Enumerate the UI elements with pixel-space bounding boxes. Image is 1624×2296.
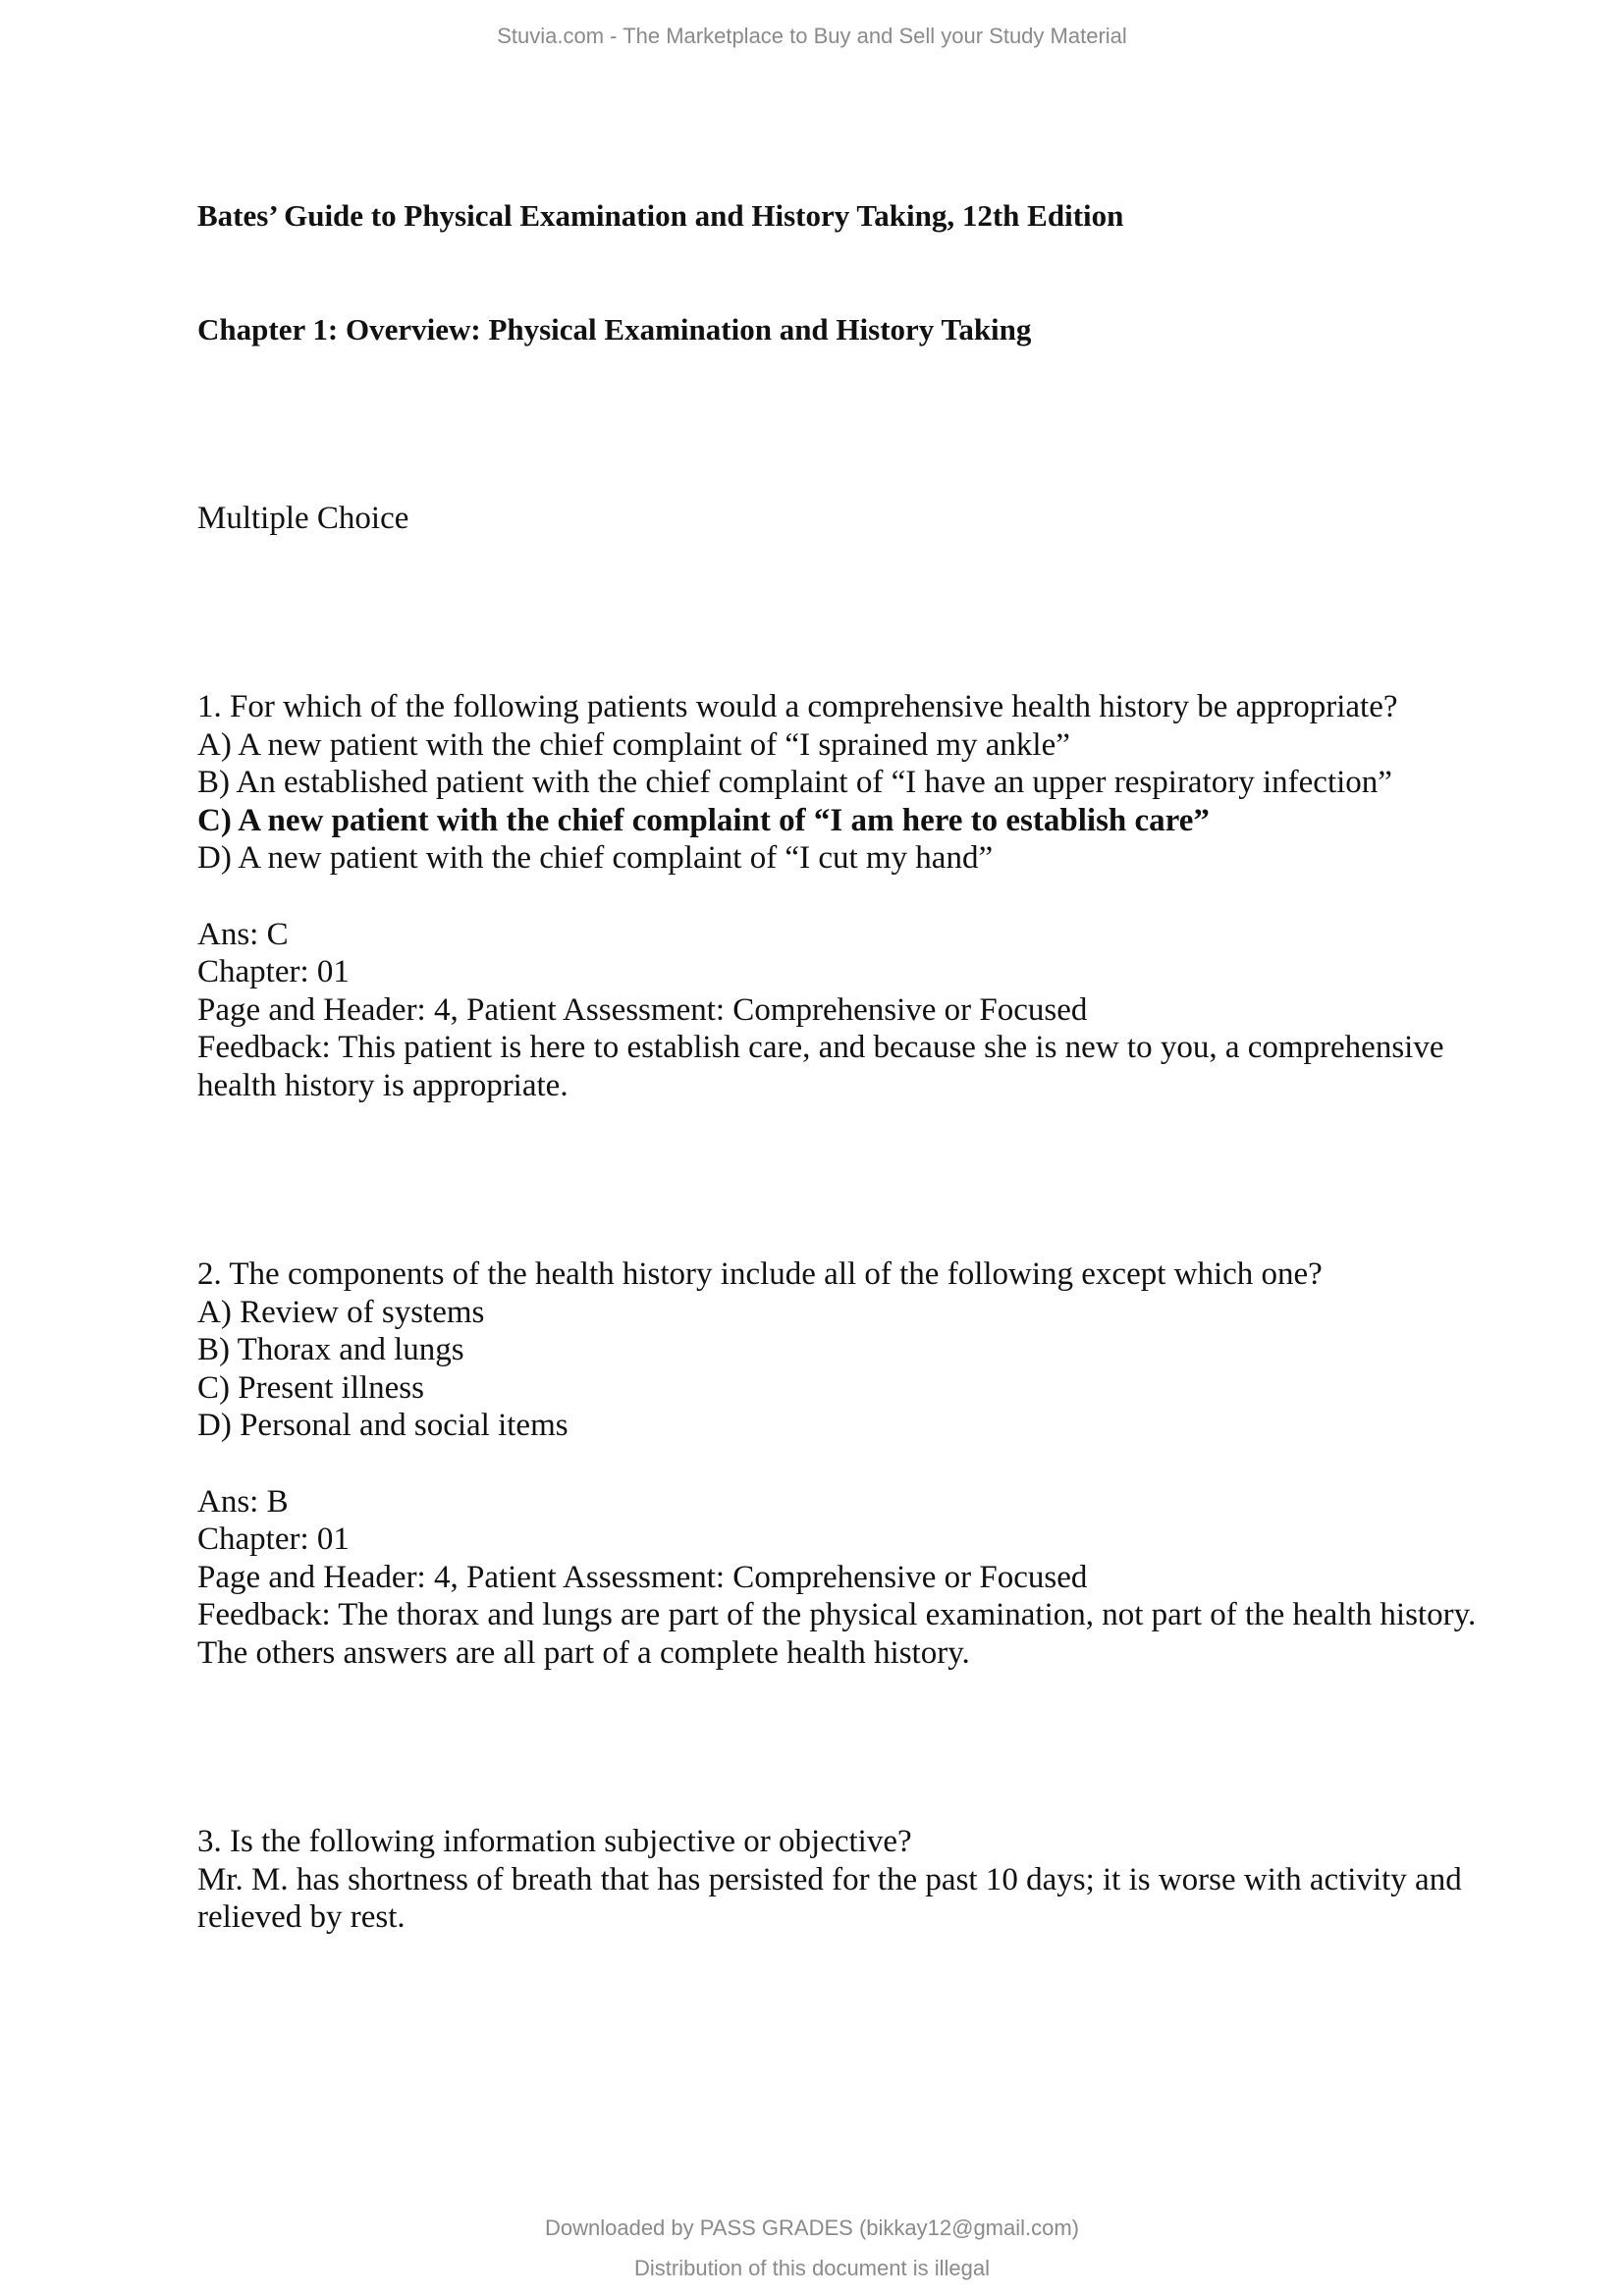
download-watermark: Downloaded by PASS GRADES (bikkay12@gmail.com) [544, 2216, 1080, 2240]
question-stem: 1. For which of the following patients would a comprehensive health history be appropriate? [197, 689, 1398, 724]
option-a: A) A new patient with the chief complaint of “I sprained my ankle” [197, 726, 1070, 763]
question-stem: 3. Is the following information subjective or objective? [197, 1824, 912, 1859]
page-header-ref: Page and Header: 4, Patient Assessment: Comprehensive or Focused [197, 1559, 1088, 1595]
stuvia-header-watermark: Stuvia.com - The Marketplace to Buy and Sell your Study Material [497, 24, 1127, 48]
answer-key: Ans: C [197, 916, 289, 952]
option-a: A) Review of systems [197, 1294, 485, 1330]
option-c: C) Present illness [197, 1369, 424, 1406]
chapter-ref: Chapter: 01 [197, 1522, 350, 1558]
question-2 [197, 1255, 1493, 1673]
option-d: D) Personal and social items [197, 1408, 568, 1444]
question-3 [197, 1823, 1493, 1937]
option-d: D) A new patient with the chief complaint of “I cut my hand” [197, 840, 994, 877]
spacer [197, 878, 1493, 916]
legal-notice: Distribution of this document is illegal [634, 2256, 990, 2280]
question-scenario: Mr. M. has shortness of breath that has persisted for the past 10 days; it is worse with activity and relieved by rest. [197, 1861, 1462, 1936]
feedback-text: Feedback: The thorax and lungs are part of the physical examination, not part of the health history. The others answers are all part of a complete health history. [197, 1597, 1477, 1671]
option-b: B) Thorax and lungs [197, 1332, 464, 1368]
answer-key: Ans: B [197, 1483, 289, 1520]
question-stem: 2. The components of the health history include all of the following except which one? [197, 1256, 1323, 1292]
question-1 [197, 688, 1493, 1105]
chapter-title: Chapter 1: Overview: Physical Examination and History Taking [197, 312, 1032, 347]
book-title: Bates’ Guide to Physical Examination and History Taking, 12th Edition [197, 198, 1124, 233]
chapter-ref: Chapter: 01 [197, 954, 350, 990]
option-b: B) An established patient with the chief complaint of “I have an upper respiratory infection” [197, 765, 1392, 801]
page-header-ref: Page and Header: 4, Patient Assessment: Comprehensive or Focused [197, 991, 1088, 1028]
option-c-correct: C) A new patient with the chief complaint of “I am here to establish care” [197, 802, 1210, 838]
section-title: Multiple Choice [197, 501, 409, 536]
spacer [197, 1445, 1493, 1483]
feedback-text: Feedback: This patient is here to establish care, and because she is new to you, a comprehensive health history is appropriate. [197, 1030, 1444, 1103]
